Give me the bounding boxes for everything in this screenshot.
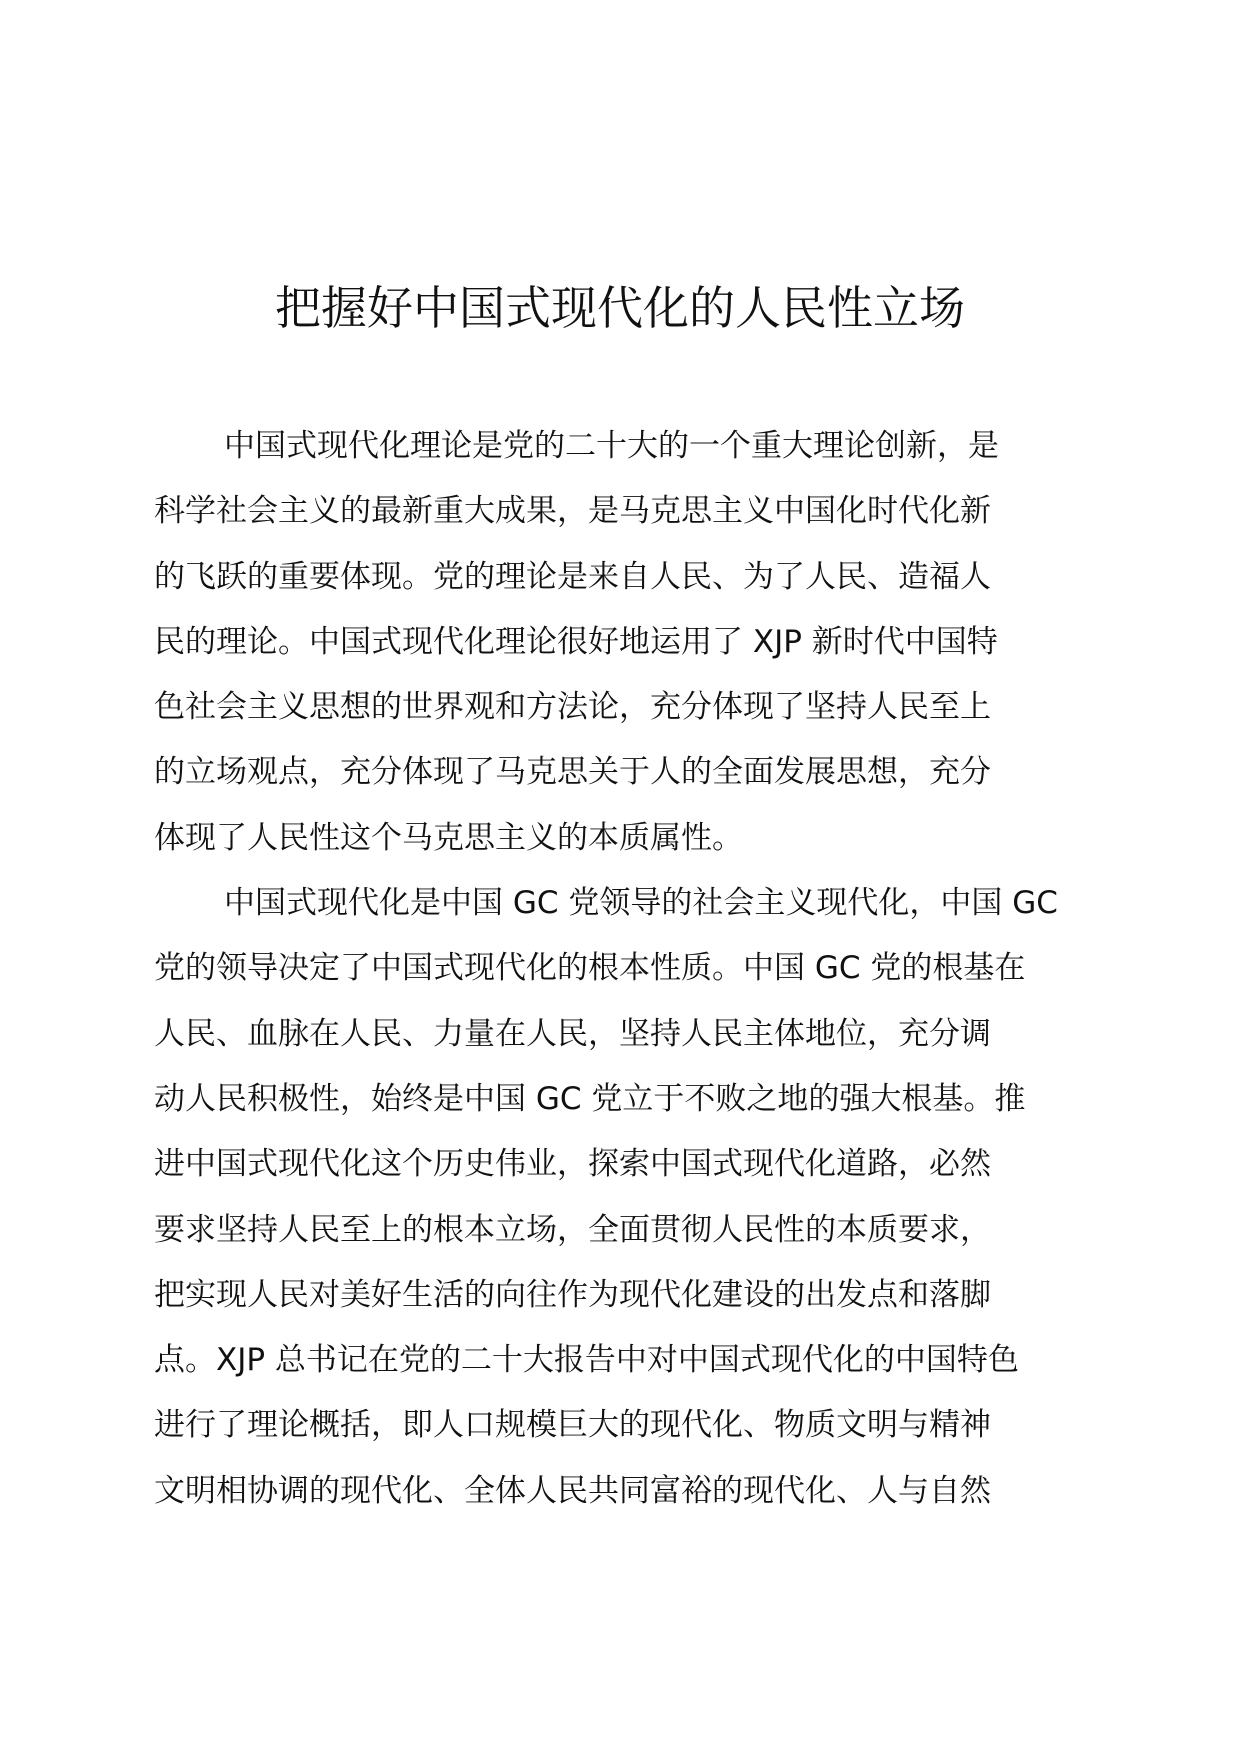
paragraph-line: 把实现人民对美好生活的向往作为现代化建设的出发点和落脚	[154, 1276, 991, 1313]
paragraph-line: 色社会主义思想的世界观和方法论，充分体现了坚持人民至上	[154, 689, 991, 726]
paragraph-line: 进行了理论概括，即人口规模巨大的现代化、物质文明与精神	[154, 1407, 991, 1444]
paragraph-line: 中国式现代化理论是党的二十大的一个重大理论创新，是	[224, 428, 999, 464]
paragraph-line: 的立场观点，充分体现了马克思关于人的全面发展思想，充分	[154, 754, 991, 791]
paragraph-line: 动人民积极性，始终是中国 GC 党立于不败之地的强大根基。推	[154, 1080, 1026, 1117]
paragraph-line: 体现了人民性这个马克思主义的本质属性。	[154, 819, 743, 856]
document-title: 把握好中国式现代化的人民性立场	[275, 281, 965, 335]
paragraph-line: 点。XJP 总书记在党的二十大报告中对中国式现代化的中国特色	[154, 1342, 1019, 1379]
paragraph-line: 人民、血脉在人民、力量在人民，坚持人民主体地位，充分调	[154, 1015, 991, 1052]
paragraph-line: 的飞跃的重要体现。党的理论是来自人民、为了人民、造福人	[154, 558, 991, 595]
paragraph-2	[154, 871, 1094, 1524]
paragraph-line: 中国式现代化是中国 GC 党领导的社会主义现代化，中国 GC	[224, 885, 1058, 922]
paragraph-line: 民的理论。中国式现代化理论很好地运用了 XJP 新时代中国特	[154, 623, 998, 660]
paragraph-line: 进中国式现代化这个历史伟业，探索中国式现代化道路，必然	[154, 1146, 991, 1183]
document-body	[154, 414, 1094, 1524]
paragraph-line: 要求坚持人民至上的根本立场，全面贯彻人民性的本质要求，	[154, 1211, 991, 1248]
paragraph-line: 党的领导决定了中国式现代化的根本性质。中国 GC 党的根基在	[154, 950, 1026, 987]
paragraph-line: 科学社会主义的最新重大成果，是马克思主义中国化时代化新	[154, 493, 991, 530]
paragraph-line: 文明相协调的现代化、全体人民共同富裕的现代化、人与自然	[154, 1472, 991, 1509]
paragraph-1	[154, 414, 1094, 871]
